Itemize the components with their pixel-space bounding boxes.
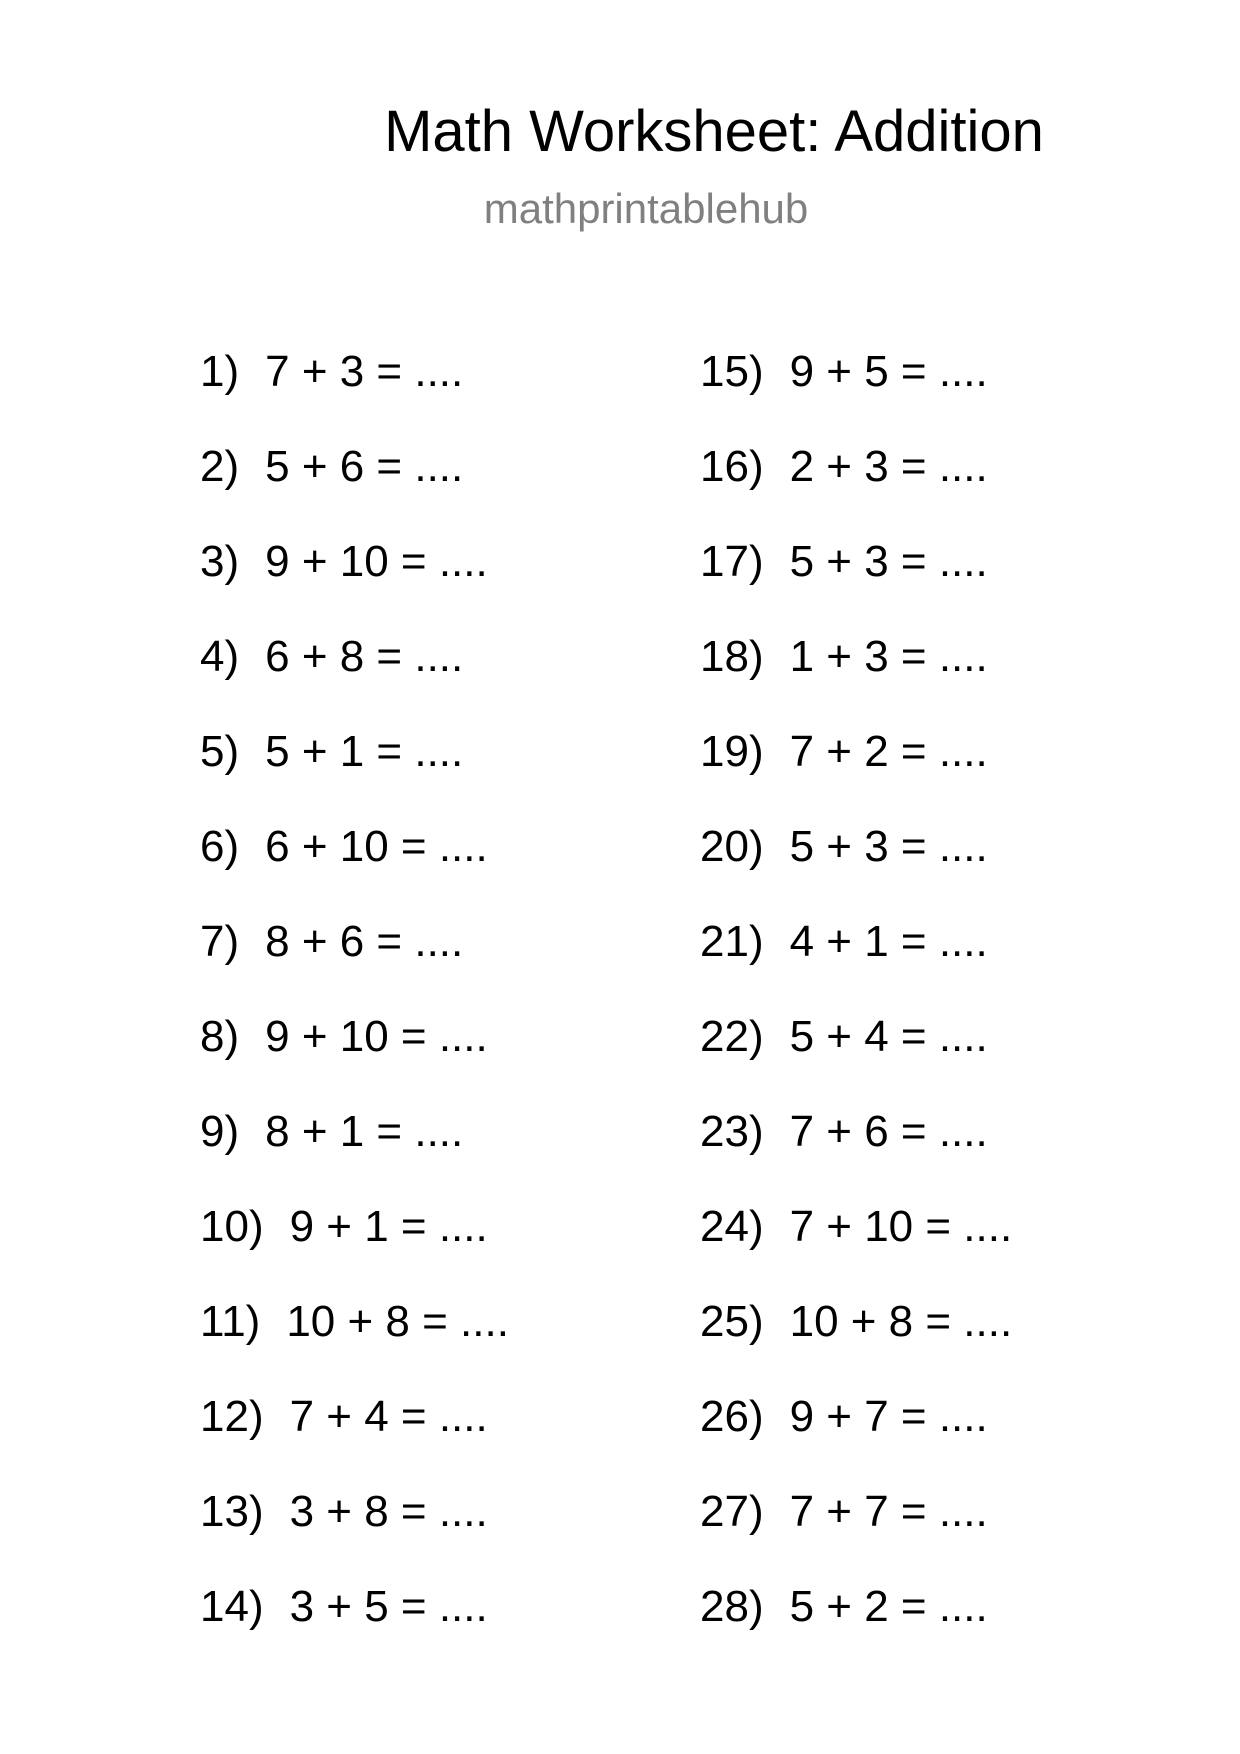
- problem-number: 20): [700, 822, 764, 871]
- problem-number: 4): [200, 632, 240, 681]
- problem-item: [700, 726, 1012, 821]
- problem-number: 1): [200, 347, 240, 396]
- problem-expression: 6 + 10 = ....: [265, 822, 488, 871]
- problem-number: 23): [700, 1107, 764, 1156]
- problem-number: 3): [200, 537, 240, 586]
- problem-expression: 9 + 10 = ....: [265, 1012, 488, 1061]
- problem-item: [200, 441, 509, 536]
- problem-number: 28): [700, 1582, 764, 1631]
- problem-expression: 5 + 6 = ....: [265, 442, 464, 491]
- problem-number: 6): [200, 822, 240, 871]
- problem-number: 21): [700, 917, 764, 966]
- problem-item: [200, 1486, 509, 1581]
- problem-item: [700, 536, 1012, 631]
- problem-item: [200, 346, 509, 441]
- problem-item: [200, 1296, 509, 1391]
- problem-number: 24): [700, 1202, 764, 1251]
- problem-expression: 5 + 2 = ....: [789, 1582, 988, 1631]
- problem-expression: 9 + 10 = ....: [265, 537, 488, 586]
- problem-number: 12): [200, 1392, 264, 1441]
- problem-item: [200, 1011, 509, 1106]
- problem-item: [700, 916, 1012, 1011]
- problem-expression: 7 + 7 = ....: [789, 1487, 988, 1536]
- problem-expression: 7 + 3 = ....: [265, 347, 464, 396]
- problem-item: [700, 441, 1012, 536]
- problem-number: 11): [200, 1297, 261, 1346]
- problem-item: [700, 346, 1012, 441]
- problem-item: [200, 1581, 509, 1676]
- problem-item: [700, 1296, 1012, 1391]
- problem-item: [200, 1201, 509, 1296]
- problem-expression: 7 + 2 = ....: [789, 727, 988, 776]
- problem-number: 5): [200, 727, 240, 776]
- problem-expression: 9 + 1 = ....: [289, 1202, 488, 1251]
- problem-expression: 3 + 8 = ....: [289, 1487, 488, 1536]
- problem-item: [700, 1486, 1012, 1581]
- problem-number: 2): [200, 442, 240, 491]
- problems-column-right: [700, 346, 1012, 1676]
- worksheet-title: Math Worksheet: Addition: [384, 99, 1044, 164]
- problem-expression: 7 + 6 = ....: [789, 1107, 988, 1156]
- problem-item: [200, 916, 509, 1011]
- problem-item: [700, 821, 1012, 916]
- problem-expression: 7 + 10 = ....: [789, 1202, 1013, 1251]
- problem-item: [200, 1391, 509, 1486]
- problem-number: 26): [700, 1392, 764, 1441]
- problem-number: 17): [700, 537, 764, 586]
- problem-item: [200, 536, 509, 631]
- problem-expression: 10 + 8 = ....: [789, 1297, 1013, 1346]
- problem-expression: 9 + 7 = ....: [789, 1392, 988, 1441]
- problem-item: [700, 1201, 1012, 1296]
- problem-expression: 1 + 3 = ....: [789, 632, 988, 681]
- problem-expression: 10 + 8 = ....: [286, 1297, 509, 1346]
- problems-column-left: [200, 346, 509, 1676]
- problem-item: [700, 1391, 1012, 1486]
- problem-item: [700, 1106, 1012, 1201]
- problem-number: 27): [700, 1487, 764, 1536]
- problem-expression: 9 + 5 = ....: [789, 347, 988, 396]
- problem-number: 7): [200, 917, 240, 966]
- problem-number: 25): [700, 1297, 764, 1346]
- problem-number: 8): [200, 1012, 240, 1061]
- problem-number: 18): [700, 632, 764, 681]
- problem-item: [200, 1106, 509, 1201]
- problem-number: 22): [700, 1012, 764, 1061]
- problem-expression: 2 + 3 = ....: [789, 442, 988, 491]
- problem-item: [700, 1581, 1012, 1676]
- problem-number: 19): [700, 727, 764, 776]
- problem-number: 15): [700, 347, 764, 396]
- problem-expression: 7 + 4 = ....: [289, 1392, 488, 1441]
- problem-expression: 3 + 5 = ....: [289, 1582, 488, 1631]
- problem-expression: 8 + 6 = ....: [265, 917, 464, 966]
- problem-number: 13): [200, 1487, 264, 1536]
- problem-expression: 6 + 8 = ....: [265, 632, 464, 681]
- problem-number: 10): [200, 1202, 264, 1251]
- problem-number: 14): [200, 1582, 264, 1631]
- worksheet-subtitle: mathprintablehub: [483, 185, 809, 232]
- problem-number: 16): [700, 442, 764, 491]
- problem-number: 9): [200, 1107, 240, 1156]
- problem-item: [200, 726, 509, 821]
- problem-item: [200, 821, 509, 916]
- problem-expression: 5 + 1 = ....: [265, 727, 464, 776]
- problem-expression: 8 + 1 = ....: [265, 1107, 464, 1156]
- problem-item: [700, 631, 1012, 726]
- problem-expression: 5 + 3 = ....: [789, 537, 988, 586]
- problem-expression: 5 + 3 = ....: [789, 822, 988, 871]
- problem-expression: 5 + 4 = ....: [789, 1012, 988, 1061]
- problem-item: [200, 631, 509, 726]
- problem-item: [700, 1011, 1012, 1106]
- problem-expression: 4 + 1 = ....: [789, 917, 988, 966]
